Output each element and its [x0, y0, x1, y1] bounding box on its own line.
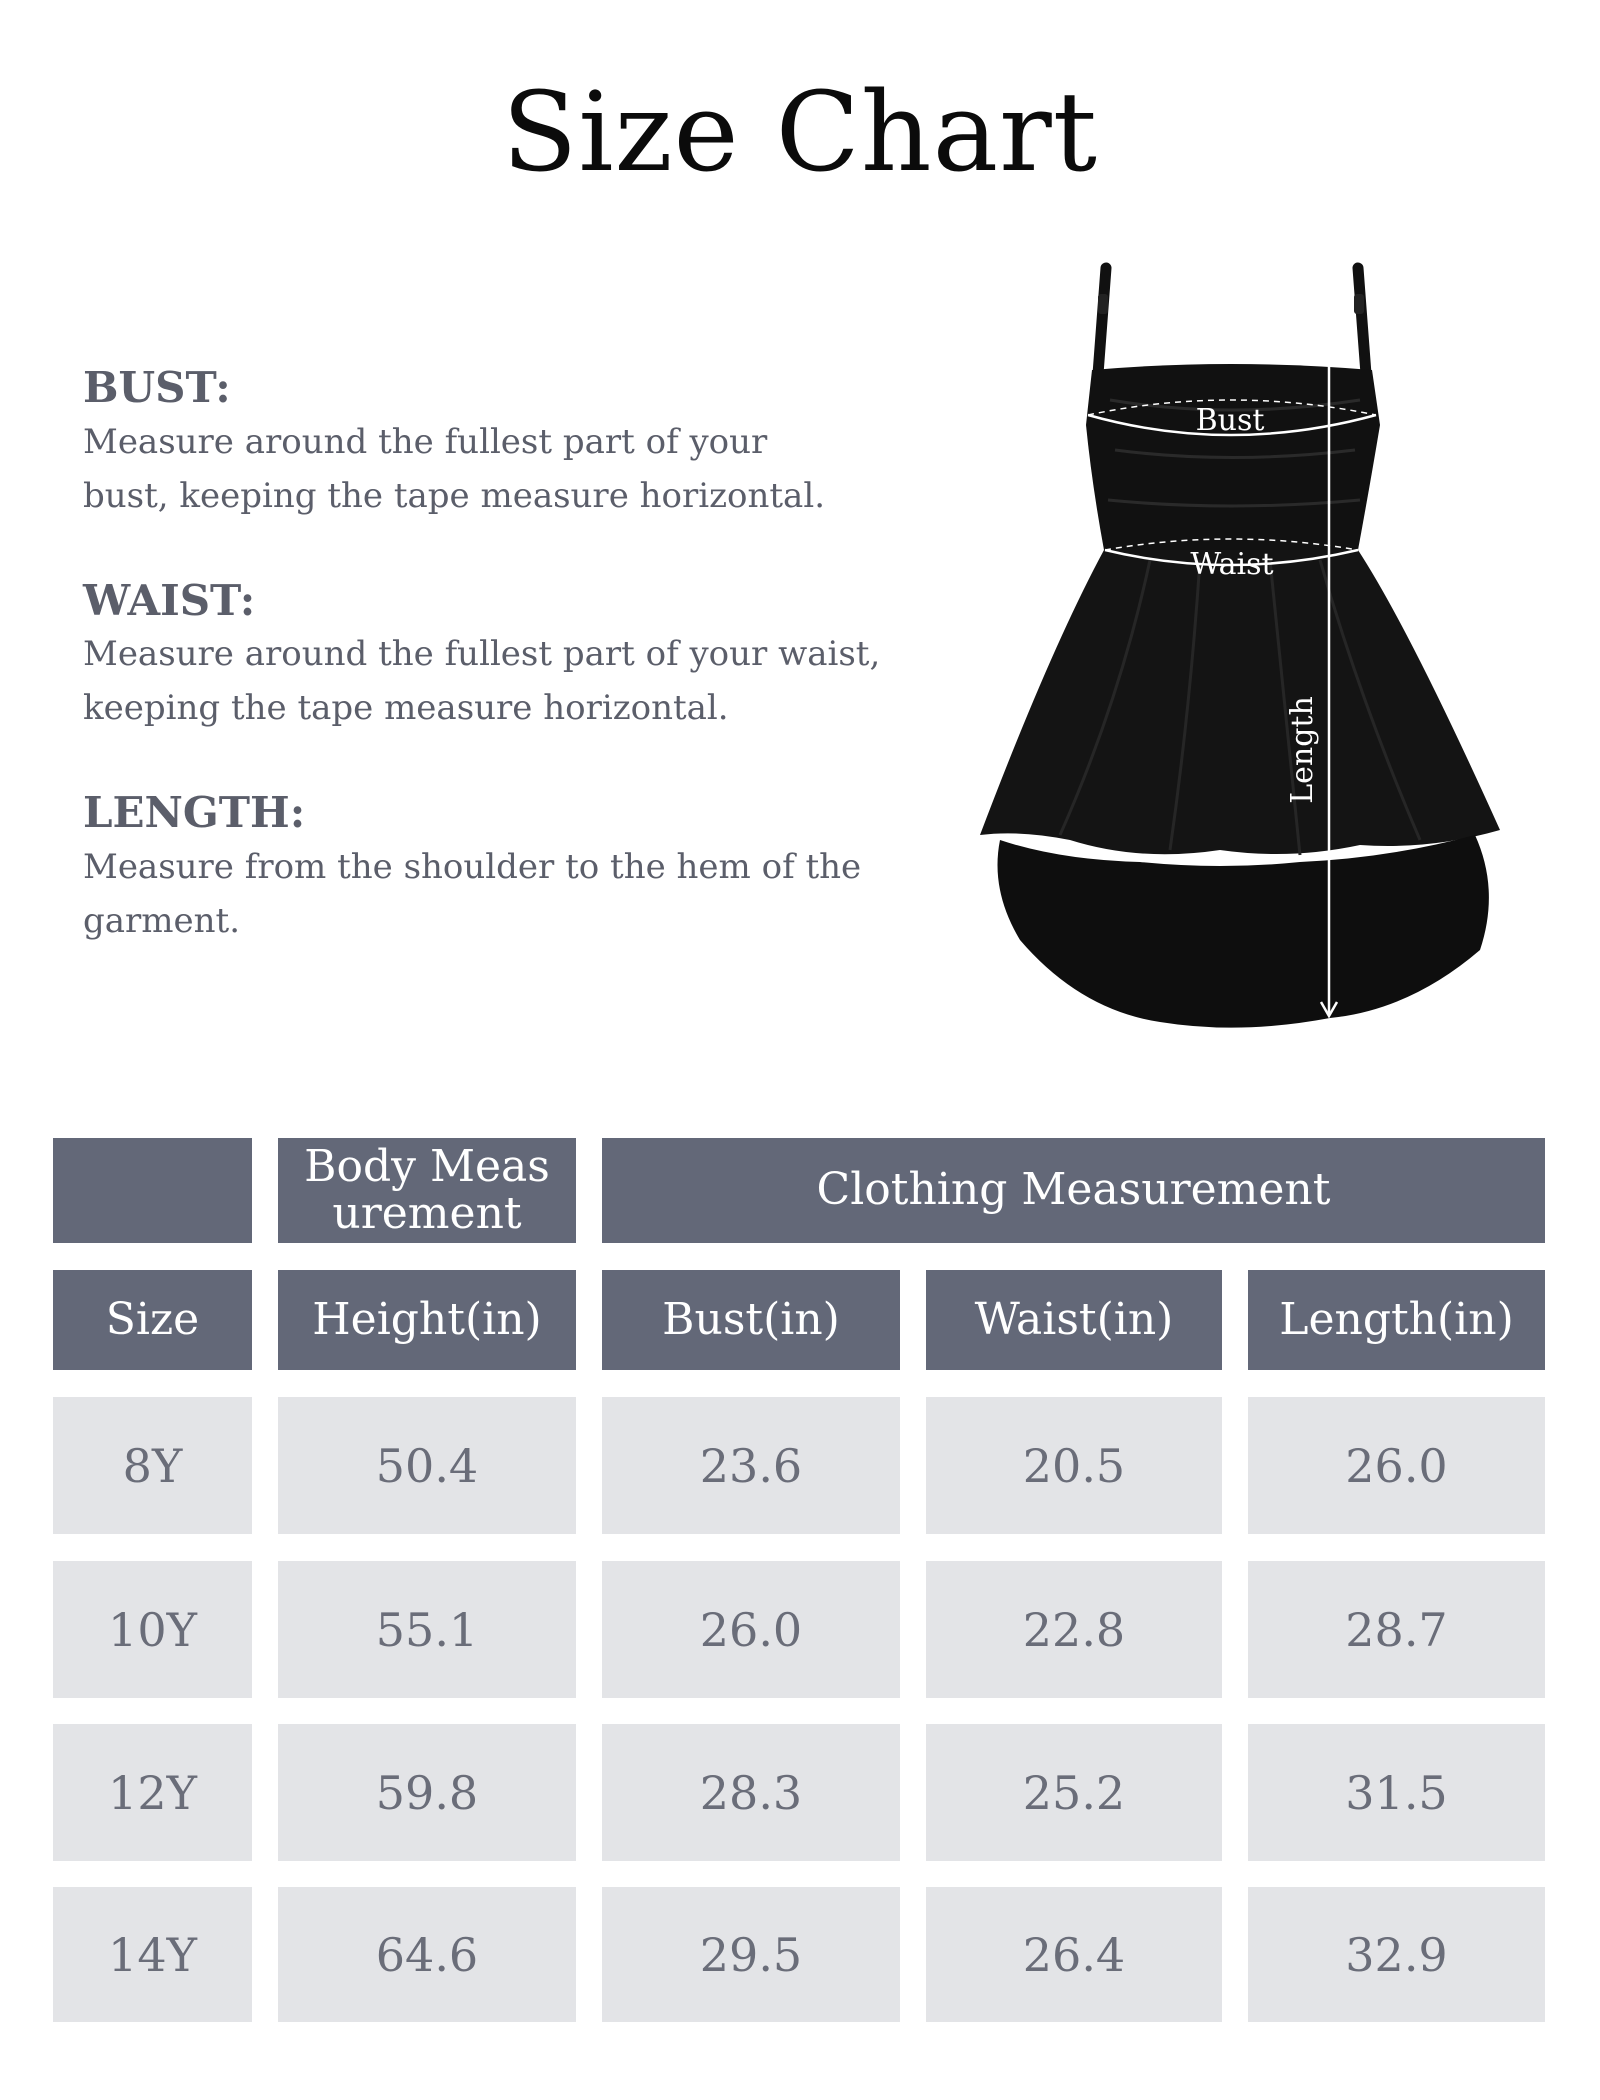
table-cell-height: 50.4: [278, 1397, 576, 1534]
header-body-line: Body Meas: [304, 1141, 550, 1193]
header-clothing-measurement: Clothing Measurement: [602, 1138, 1545, 1243]
table-cell-height: 59.8: [278, 1724, 576, 1861]
column-header-height: Height(in): [278, 1270, 576, 1370]
column-header-length: Length(in): [1248, 1270, 1545, 1370]
table-cell-height: 64.6: [278, 1887, 576, 2022]
table-cell-waist: 25.2: [926, 1724, 1222, 1861]
table-cell-length: 26.0: [1248, 1397, 1545, 1534]
definition-waist: [83, 575, 943, 736]
definition-term: WAIST:: [83, 575, 256, 625]
definition-line: bust, keeping the tape measure horizontal.: [83, 475, 826, 516]
definition-term: LENGTH:: [83, 788, 306, 837]
definition-line: Measure from the shoulder to the hem of the: [83, 846, 862, 887]
definition-line: Measure around the fullest part of your: [83, 421, 768, 462]
table-cell-bust: 28.3: [602, 1724, 900, 1861]
table-cell-length: 28.7: [1248, 1561, 1545, 1698]
header-blank: [53, 1138, 252, 1243]
table-cell-bust: 23.6: [602, 1397, 900, 1534]
definition-line: Measure around the fullest part of your waist,: [83, 634, 881, 674]
header-body-line: urement: [332, 1187, 522, 1239]
table-cell-length: 32.9: [1248, 1887, 1545, 2022]
bust-label: Bust: [1195, 403, 1265, 438]
table-cell-bust: 26.0: [602, 1561, 900, 1698]
length-label: Length: [1285, 696, 1320, 804]
definition-term: BUST:: [83, 363, 231, 412]
definition-line: keeping the tape measure horizontal.: [83, 688, 729, 728]
page-title: Size Chart: [502, 68, 1098, 196]
definition-line: garment.: [83, 900, 241, 941]
waist-label: Waist: [1190, 547, 1274, 582]
table-cell-waist: 26.4: [926, 1887, 1222, 2022]
dress-illustration: [940, 250, 1540, 1050]
table-cell-waist: 20.5: [926, 1397, 1222, 1534]
table-cell-size: 8Y: [53, 1397, 252, 1534]
definition-length: [83, 787, 943, 948]
definition-bust: [83, 362, 943, 523]
table-cell-waist: 22.8: [926, 1561, 1222, 1698]
column-header-waist: Waist(in): [926, 1270, 1222, 1370]
table-cell-bust: 29.5: [602, 1887, 900, 2022]
table-cell-size: 12Y: [53, 1724, 252, 1861]
column-header-bust: Bust(in): [602, 1270, 900, 1370]
table-cell-height: 55.1: [278, 1561, 576, 1698]
table-cell-size: 14Y: [53, 1887, 252, 2022]
column-header-size: Size: [53, 1270, 252, 1370]
header-body-measurement: [278, 1138, 576, 1243]
table-cell-length: 31.5: [1248, 1724, 1545, 1861]
table-cell-size: 10Y: [53, 1561, 252, 1698]
measurement-definitions: [83, 362, 943, 1000]
